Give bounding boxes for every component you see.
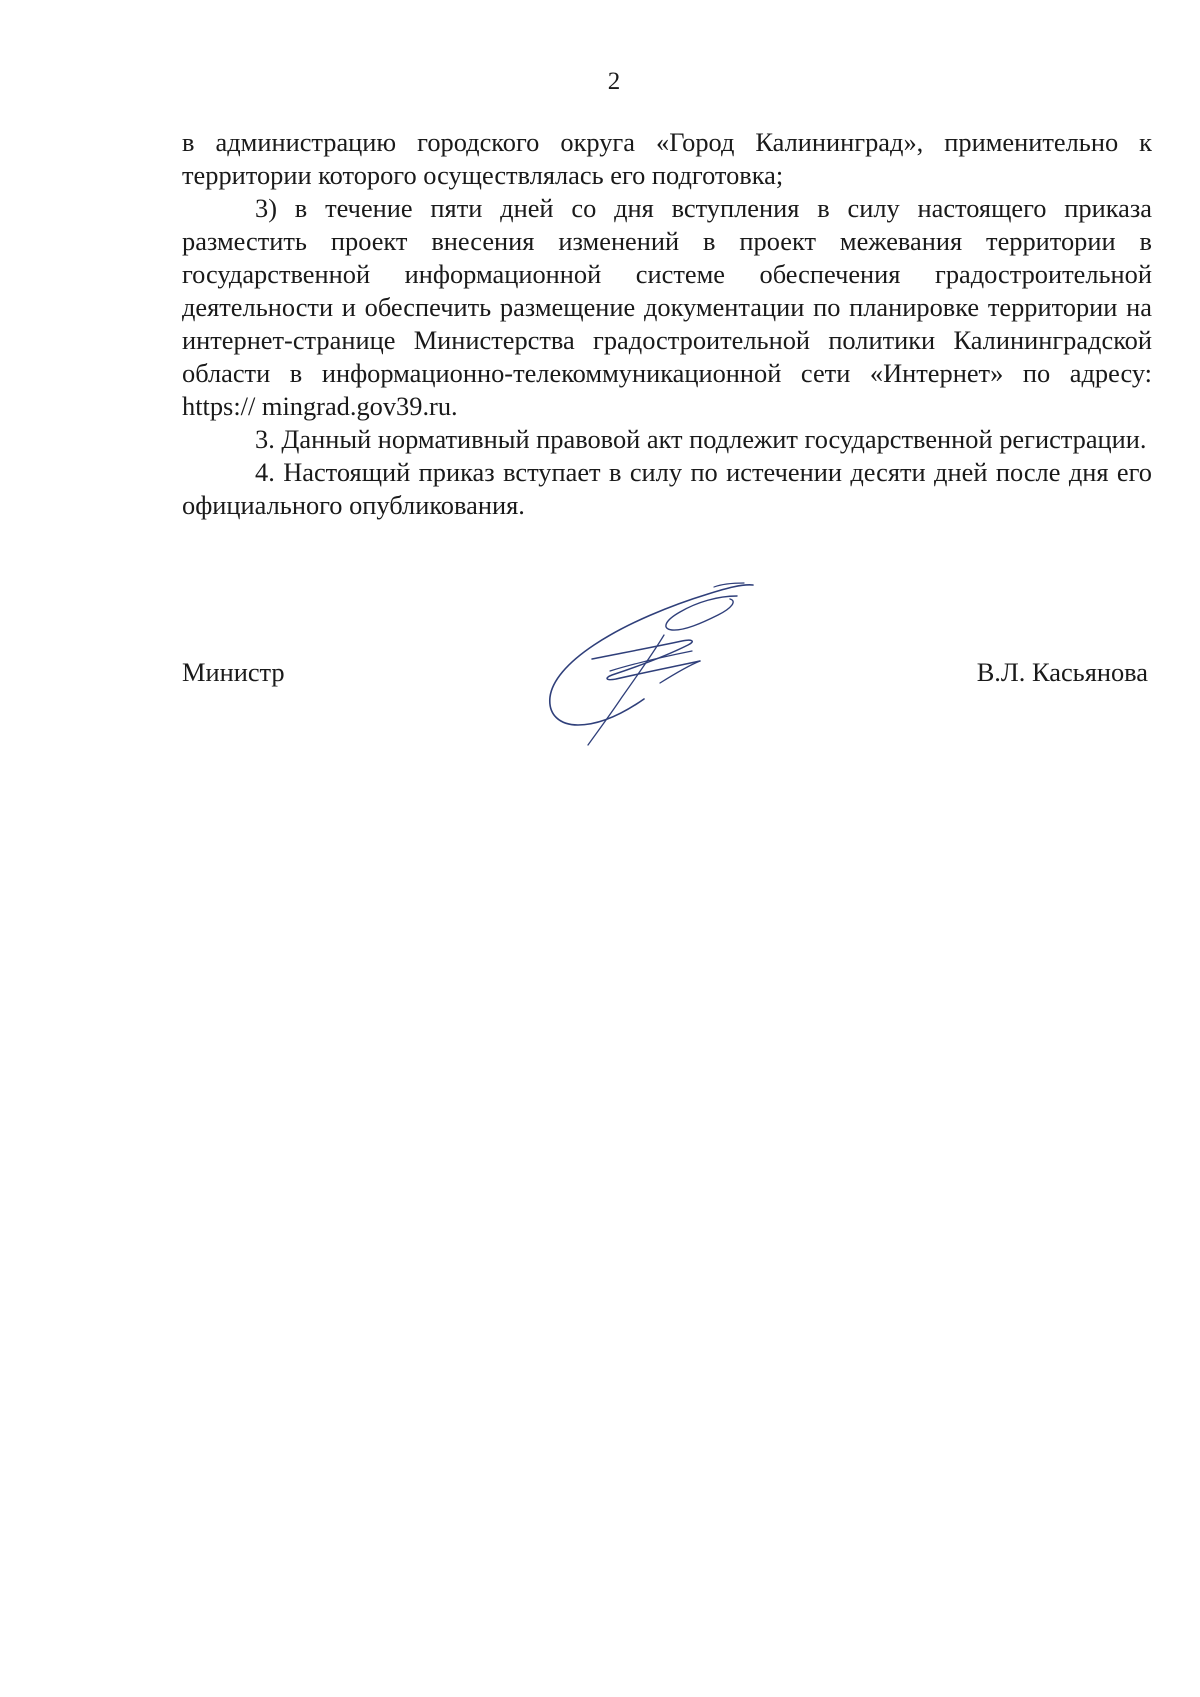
paragraph-entry-into-force: 4. Настоящий приказ вступает в силу по истечении десяти дней после дня его официального опубликования. (182, 457, 1152, 520)
paragraph-item-3: 3) в течение пяти дней со дня вступления в силу настоящего приказа разместить проект внесения изменений в проект межевания территории в государственной информационной системе обеспечения градостроительной деятельности и обеспечить размещение документации по планировке территории на интернет-странице Министерства градостроительной политики Калининградской области в информационно-телекоммуникационной сети «Интернет» по адресу: https:// mingrad.gov39.ru. (182, 193, 1152, 421)
signatory-name: В.Л. Касьянова (976, 657, 1148, 687)
page-number: 2 (607, 68, 621, 95)
document-body (182, 126, 1152, 522)
handwritten-signature (532, 575, 762, 760)
signatory-position: Министр (182, 657, 285, 687)
paragraph-registration: 3. Данный нормативный правовой акт подлежит государственной регистрации. (255, 424, 1147, 454)
paragraph-continuation: в администрацию городского округа «Город Калининград», применительно к территории которого осуществлялась его подготовка; (182, 127, 1152, 190)
